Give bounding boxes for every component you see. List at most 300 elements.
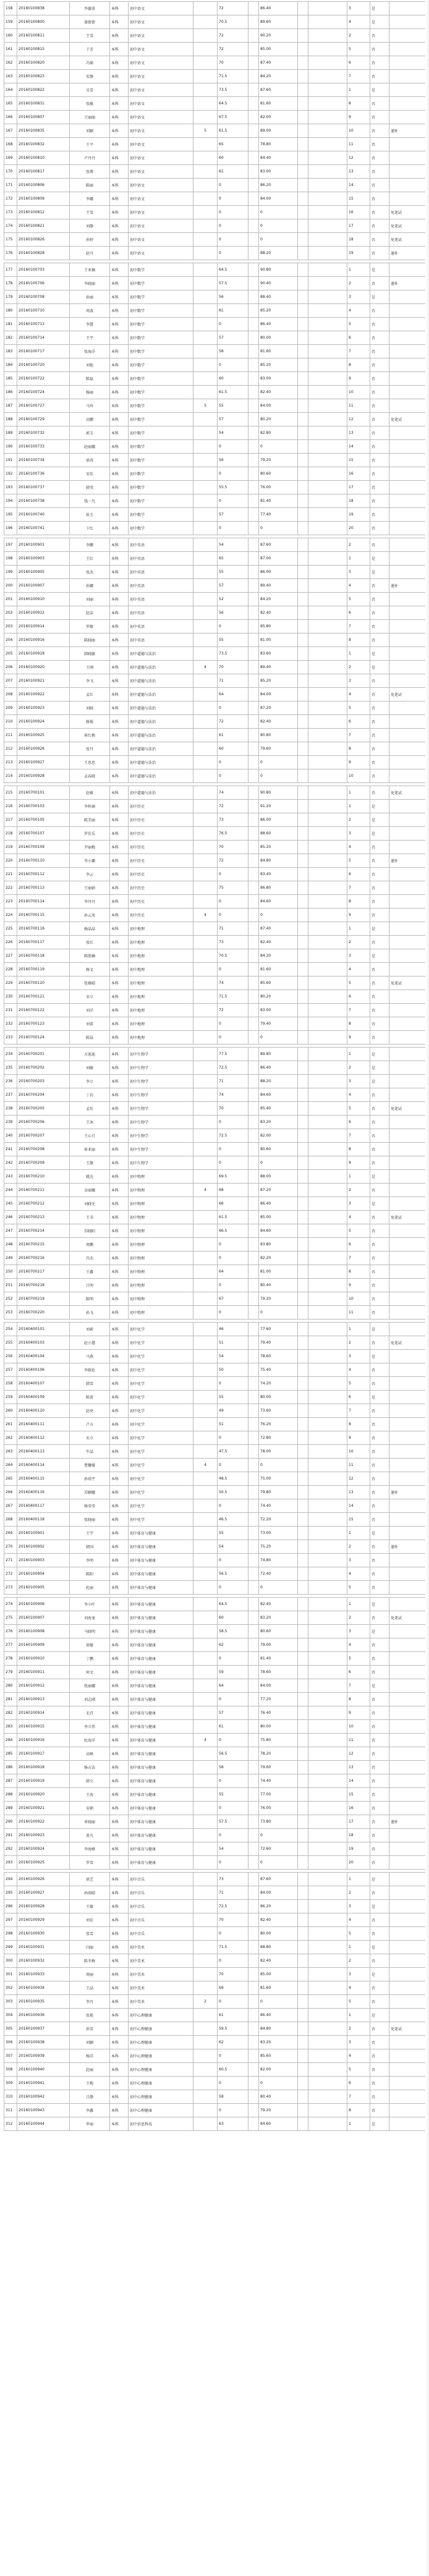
table-cell: 87.60: [259, 538, 298, 552]
table-cell: 12: [347, 1747, 370, 1761]
table-cell: 85.60: [259, 977, 298, 990]
table-cell: [193, 2090, 218, 2104]
table-cell: 本科: [110, 1184, 129, 1197]
table-cell: [193, 1554, 218, 1567]
table-cell: [308, 1431, 347, 1445]
table-cell: 初中物理: [129, 1184, 193, 1197]
table-row: [4, 963, 426, 977]
table-cell: 李娜: [70, 192, 110, 206]
table-cell: 206: [4, 661, 17, 674]
table-cell: 8: [347, 1693, 370, 1706]
table-cell: 初中音乐: [129, 1913, 193, 1927]
table-cell: 否: [370, 1377, 389, 1391]
table-cell: [193, 1088, 218, 1102]
table-cell: 20160400116: [17, 1486, 70, 1499]
table-cell: 安静: [70, 70, 110, 83]
table-cell: [248, 1323, 259, 1336]
table-cell: 20160100815: [17, 43, 70, 56]
table-cell: [308, 1445, 347, 1459]
table-cell: [298, 1323, 308, 1336]
table-cell: 李明: [70, 1554, 110, 1567]
table-row: [4, 1774, 426, 1788]
table-cell: 本科: [110, 1306, 129, 1320]
table-cell: 0: [218, 756, 248, 769]
table-cell: 82.40: [259, 606, 298, 620]
table-cell: 20160100928: [17, 1900, 70, 1913]
table-cell: 王静: [70, 1156, 110, 1170]
table-cell: [298, 1856, 308, 1870]
table-cell: 初中化学: [129, 1418, 193, 1431]
table-cell: 79.40: [259, 1017, 298, 1031]
table-cell: 初中数学: [129, 358, 193, 372]
table-cell: 20160100931: [17, 1941, 70, 1954]
table-cell: 本科: [110, 2117, 129, 2131]
table-cell: 241: [4, 1143, 17, 1156]
table-cell: 9: [347, 756, 370, 769]
table-cell: 本科: [110, 318, 129, 331]
table-cell: [193, 263, 218, 277]
table-cell: [389, 1886, 426, 1900]
table-cell: [248, 304, 259, 318]
table-cell: 20160100944: [17, 2117, 70, 2131]
table-row: [4, 647, 426, 661]
table-cell: 本科: [110, 43, 129, 56]
table-cell: 本科: [110, 1856, 129, 1870]
table-cell: 87.20: [259, 1184, 298, 1197]
table-cell: [389, 1913, 426, 1927]
table-cell: 75: [218, 881, 248, 895]
table-cell: 66: [218, 1197, 248, 1211]
table-cell: [308, 56, 347, 70]
table-cell: [193, 1323, 218, 1336]
table-cell: 20160100729: [17, 413, 70, 426]
table-cell: [389, 426, 426, 440]
table-cell: 20160700216: [17, 1252, 70, 1265]
table-cell: 20160100930: [17, 1927, 70, 1941]
table-cell: [248, 1527, 259, 1540]
table-cell: 丁鹏: [70, 1652, 110, 1666]
table-cell: 85.20: [259, 304, 298, 318]
table-cell: 杨洋: [70, 2049, 110, 2063]
table-cell: 9: [347, 1156, 370, 1170]
table-cell: 20160100922: [17, 688, 70, 701]
table-cell: 本科: [110, 1116, 129, 1129]
table-cell: 本科: [110, 1252, 129, 1265]
table-cell: [298, 1061, 308, 1075]
table-cell: 281: [4, 1693, 17, 1706]
table-cell: 1: [347, 786, 370, 800]
table-cell: 初中数学: [129, 331, 193, 345]
table-cell: 297: [4, 1913, 17, 1927]
table-cell: [248, 399, 259, 413]
table-cell: 77.60: [259, 1323, 298, 1336]
table-cell: 初中语文: [129, 56, 193, 70]
table-cell: [308, 1404, 347, 1418]
table-cell: [298, 1968, 308, 1981]
table-cell: 杨占洁: [70, 1761, 110, 1774]
table-cell: 免笔试: [389, 1102, 426, 1116]
table-cell: 20160700101: [17, 786, 70, 800]
table-cell: [248, 688, 259, 701]
table-cell: 初中历史: [129, 895, 193, 909]
table-cell: 初中体育与健康: [129, 1581, 193, 1595]
table-row: [4, 1693, 426, 1706]
table-row: [4, 1377, 426, 1391]
table-cell: [248, 454, 259, 467]
table-row: [4, 111, 426, 124]
table-cell: [248, 1061, 259, 1075]
table-row: [4, 800, 426, 813]
table-cell: [308, 206, 347, 219]
table-cell: 丁岩: [70, 1088, 110, 1102]
table-cell: [193, 358, 218, 372]
table-cell: 孟春晓: [70, 769, 110, 783]
table-row: [4, 1088, 426, 1102]
table-cell: 174: [4, 219, 17, 233]
table-cell: 69: [218, 1981, 248, 1995]
table-row: [4, 263, 426, 277]
table-cell: 本科: [110, 1265, 129, 1279]
table-row: [4, 1391, 426, 1404]
table-cell: 65: [218, 552, 248, 566]
table-row: [4, 1102, 426, 1116]
table-cell: [308, 440, 347, 454]
table-cell: 20160700204: [17, 1088, 70, 1102]
table-cell: 孙雨晴: [70, 1886, 110, 1900]
table-cell: 本科: [110, 593, 129, 606]
table-cell: 51: [218, 1336, 248, 1350]
table-cell: [248, 1238, 259, 1252]
table-cell: [248, 2009, 259, 2022]
table-cell: 49: [218, 1404, 248, 1418]
table-cell: [308, 247, 347, 260]
table-cell: 4: [347, 688, 370, 701]
table-cell: 本科: [110, 2009, 129, 2022]
table-cell: 孙娜: [70, 579, 110, 593]
table-cell: 20160100916: [17, 633, 70, 647]
table-cell: 初中心理健康: [129, 2077, 193, 2090]
table-row: [4, 1363, 426, 1377]
table-cell: 否: [370, 165, 389, 179]
table-cell: 20160700120: [17, 977, 70, 990]
table-cell: 20160100905: [17, 1581, 70, 1595]
table-cell: 否: [370, 786, 389, 800]
table-cell: [389, 165, 426, 179]
table-cell: 20160100918: [17, 647, 70, 661]
table-cell: 本科: [110, 2022, 129, 2036]
table-cell: 本科: [110, 729, 129, 742]
table-cell: 20160700112: [17, 868, 70, 881]
table-cell: 81.60: [259, 1981, 298, 1995]
table-cell: 否: [370, 481, 389, 494]
table-cell: 250: [4, 1265, 17, 1279]
table-cell: [193, 620, 218, 633]
table-cell: 本科: [110, 263, 129, 277]
table-cell: 4: [347, 963, 370, 977]
table-cell: [193, 1611, 218, 1625]
table-cell: 0: [218, 1856, 248, 1870]
table-cell: 20160700122: [17, 1004, 70, 1017]
table-cell: [248, 1774, 259, 1788]
table-cell: [389, 290, 426, 304]
table-cell: 75.20: [259, 1540, 298, 1554]
table-cell: [298, 508, 308, 522]
table-cell: 86.00: [259, 813, 298, 827]
table-cell: 否: [370, 1734, 389, 1747]
table-cell: 83.20: [259, 1116, 298, 1129]
table-cell: 301: [4, 1968, 17, 1981]
table-cell: [308, 399, 347, 413]
table-cell: 否: [370, 1747, 389, 1761]
table-cell: 初中生物学: [129, 1048, 193, 1061]
table-cell: 253: [4, 1306, 17, 1320]
table-cell: 否: [370, 247, 389, 260]
table-cell: 4: [347, 579, 370, 593]
table-cell: [308, 358, 347, 372]
table-cell: 64: [218, 688, 248, 701]
table-cell: 50.5: [218, 1486, 248, 1499]
table-cell: 1: [347, 922, 370, 936]
table-cell: [308, 1927, 347, 1941]
table-cell: [308, 1567, 347, 1581]
table-cell: [193, 606, 218, 620]
table-cell: [193, 1900, 218, 1913]
table-cell: 否: [370, 277, 389, 290]
table-cell: 初中语文: [129, 206, 193, 219]
table-cell: [248, 1995, 259, 2009]
table-cell: 20160100927: [17, 756, 70, 769]
table-cell: 71.5: [218, 1941, 248, 1954]
table-cell: [389, 674, 426, 688]
table-cell: [248, 813, 259, 827]
table-cell: 46: [218, 1323, 248, 1336]
table-cell: [389, 800, 426, 813]
table-cell: [193, 1706, 218, 1720]
table-cell: 本科: [110, 1527, 129, 1540]
table-cell: [193, 1581, 218, 1595]
table-cell: 82.00: [259, 1129, 298, 1143]
table-cell: 本科: [110, 1829, 129, 1842]
table-cell: [248, 1981, 259, 1995]
table-cell: [298, 936, 308, 949]
table-cell: 63: [218, 2117, 248, 2131]
table-cell: 初中数学: [129, 426, 193, 440]
table-cell: 本科: [110, 1815, 129, 1829]
table-cell: 刘晓光: [70, 1197, 110, 1211]
table-cell: 213: [4, 756, 17, 769]
table-cell: 初中历史: [129, 827, 193, 841]
table-cell: 罗雪: [70, 1856, 110, 1870]
table-cell: [248, 2077, 259, 2090]
table-cell: 本科: [110, 29, 129, 43]
table-cell: 郭玉: [70, 426, 110, 440]
table-cell: 1: [347, 1527, 370, 1540]
table-cell: [248, 138, 259, 151]
table-cell: 本科: [110, 963, 129, 977]
table-cell: 初中道德与法治: [129, 701, 193, 715]
table-row: [4, 440, 426, 454]
table-cell: 90.40: [259, 277, 298, 290]
table-row: [4, 674, 426, 688]
table-cell: [308, 1306, 347, 1320]
table-cell: 79.40: [259, 1336, 298, 1350]
table-cell: 本科: [110, 290, 129, 304]
table-cell: [389, 263, 426, 277]
table-cell: 90.80: [259, 263, 298, 277]
table-cell: [248, 552, 259, 566]
table-cell: 212: [4, 742, 17, 756]
table-cell: 1: [347, 263, 370, 277]
table-cell: [193, 1761, 218, 1774]
table-cell: [389, 386, 426, 399]
table-cell: 本科: [110, 1679, 129, 1693]
table-cell: [298, 538, 308, 552]
table-cell: [308, 1540, 347, 1554]
table-cell: 172: [4, 192, 17, 206]
table-cell: 本科: [110, 990, 129, 1004]
table-cell: 280: [4, 1679, 17, 1693]
table-cell: 0: [218, 1431, 248, 1445]
table-cell: 本科: [110, 620, 129, 633]
table-cell: [248, 1788, 259, 1802]
table-cell: [298, 1418, 308, 1431]
table-cell: [389, 1527, 426, 1540]
table-cell: 19: [347, 508, 370, 522]
table-row: [4, 715, 426, 729]
table-cell: 20160100914: [17, 620, 70, 633]
table-cell: [308, 165, 347, 179]
table-cell: [248, 331, 259, 345]
table-cell: 3: [347, 674, 370, 688]
table-cell: 13: [347, 1486, 370, 1499]
table-cell: [308, 1048, 347, 1061]
table-cell: [308, 138, 347, 151]
table-cell: [298, 15, 308, 29]
table-cell: 本科: [110, 1088, 129, 1102]
table-cell: 20160100912: [17, 606, 70, 620]
table-cell: [193, 1788, 218, 1802]
table-cell: [308, 29, 347, 43]
table-cell: [193, 1197, 218, 1211]
table-cell: 初中数学: [129, 467, 193, 481]
table-cell: 否: [370, 1292, 389, 1306]
table-cell: [248, 1499, 259, 1513]
table-cell: 初中音乐: [129, 1900, 193, 1913]
table-cell: 54: [218, 426, 248, 440]
table-row: [4, 15, 426, 29]
table-cell: 否: [370, 454, 389, 467]
table-cell: 否: [370, 1211, 389, 1224]
table-cell: 72: [218, 854, 248, 868]
table-cell: 20160400109: [17, 1391, 70, 1404]
table-cell: [308, 827, 347, 841]
table-cell: 20160100914: [17, 1706, 70, 1720]
table-cell: 59: [218, 1666, 248, 1679]
table-cell: [193, 1336, 218, 1350]
table-cell: 193: [4, 481, 17, 494]
table-cell: 249: [4, 1252, 17, 1265]
table-cell: [248, 2022, 259, 2036]
table-cell: 242: [4, 1156, 17, 1170]
table-cell: [193, 1856, 218, 1870]
table-row: [4, 1567, 426, 1581]
table-cell: 80.80: [259, 729, 298, 742]
table-cell: [193, 868, 218, 881]
table-cell: 238: [4, 1102, 17, 1116]
table-cell: [193, 742, 218, 756]
table-cell: [308, 769, 347, 783]
table-cell: [193, 756, 218, 769]
table-cell: 吕静: [70, 2090, 110, 2104]
table-cell: 盛倩倩: [70, 15, 110, 29]
table-cell: 递补: [389, 854, 426, 868]
table-cell: 冯杰: [70, 1252, 110, 1265]
table-cell: 赵洁: [70, 606, 110, 620]
table-cell: [389, 1829, 426, 1842]
results-block: [4, 538, 426, 783]
table-cell: 195: [4, 508, 17, 522]
table-row: [4, 1927, 426, 1941]
table-cell: 55: [218, 1391, 248, 1404]
table-cell: 6: [347, 56, 370, 70]
table-cell: 1: [347, 1873, 370, 1886]
table-cell: 否: [370, 413, 389, 426]
table-cell: 20160700118: [17, 949, 70, 963]
table-cell: 62: [218, 1638, 248, 1652]
table-cell: 张杰: [70, 566, 110, 579]
table-cell: 20160100903: [17, 1554, 70, 1567]
table-cell: 本科: [110, 1238, 129, 1252]
table-cell: [248, 1445, 259, 1459]
table-cell: [389, 1472, 426, 1486]
table-cell: 55: [218, 566, 248, 579]
table-cell: 1: [347, 2009, 370, 2022]
table-cell: [389, 43, 426, 56]
table-cell: [248, 1598, 259, 1611]
table-cell: 初中历史: [129, 868, 193, 881]
quota-value: 5: [193, 124, 218, 138]
table-cell: 周鹏: [70, 1238, 110, 1252]
table-cell: 李海峰: [70, 1842, 110, 1856]
table-cell: 初中体育与健康: [129, 1540, 193, 1554]
table-cell: 本科: [110, 1445, 129, 1459]
table-cell: 0: [218, 219, 248, 233]
table-cell: 6: [347, 2077, 370, 2090]
table-cell: 2: [347, 1886, 370, 1900]
table-cell: 17: [347, 219, 370, 233]
table-cell: 74.40: [259, 1499, 298, 1513]
table-cell: [389, 1292, 426, 1306]
table-cell: 0: [218, 1116, 248, 1129]
table-cell: [298, 769, 308, 783]
table-cell: [308, 1720, 347, 1734]
table-cell: [193, 83, 218, 97]
table-cell: [308, 1842, 347, 1856]
table-cell: 20160100820: [17, 56, 70, 70]
table-cell: 219: [4, 841, 17, 854]
table-cell: [298, 701, 308, 715]
table-cell: 20160700103: [17, 800, 70, 813]
table-cell: 16: [347, 1802, 370, 1815]
table-cell: [248, 620, 259, 633]
table-cell: 否: [370, 1129, 389, 1143]
table-cell: 244: [4, 1184, 17, 1197]
table-cell: 4: [347, 1981, 370, 1995]
table-cell: 初中数学: [129, 263, 193, 277]
table-cell: 初中道德与法治: [129, 742, 193, 756]
table-cell: 初中心理健康: [129, 2090, 193, 2104]
table-cell: [308, 1197, 347, 1211]
